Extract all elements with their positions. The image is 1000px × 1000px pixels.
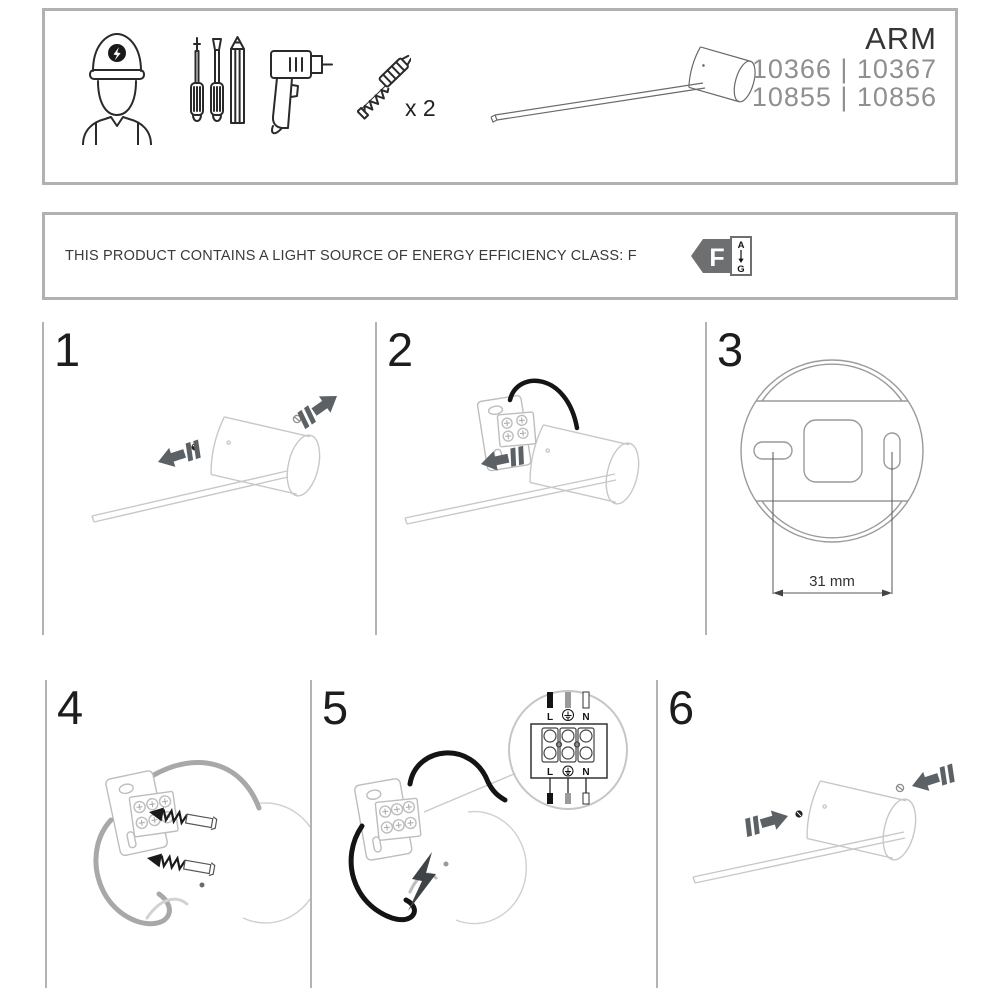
model-numbers-line2: 10855 | 10856 — [751, 82, 937, 113]
step-2-illustration — [377, 322, 705, 635]
wall-canopy-drawing — [243, 803, 310, 923]
step-1-panel — [42, 322, 375, 635]
neutral-label: N — [582, 712, 590, 723]
arm-lamp-drawing — [477, 31, 767, 129]
mounting-plate-drawing — [741, 360, 923, 542]
screw-icon — [896, 784, 903, 791]
step-4-panel — [45, 680, 310, 988]
step-6-panel — [656, 680, 960, 988]
screw-icon — [146, 851, 215, 877]
lamp-head-drawing — [526, 423, 644, 507]
step-5-number: 5 — [322, 681, 349, 734]
arrow-up-right-icon — [294, 388, 342, 430]
step-4-number: 4 — [57, 681, 84, 734]
electrician-icon — [81, 27, 153, 145]
step-5-panel — [310, 680, 656, 988]
wall-plug-screw-icon — [357, 49, 411, 123]
dimension-label: 31 mm — [809, 573, 855, 590]
header-box — [42, 8, 958, 185]
arrow-left-icon — [909, 763, 958, 796]
step-5-illustration — [312, 680, 656, 988]
drill-icon — [269, 45, 333, 141]
screw-dot — [444, 862, 449, 867]
step-3-panel — [705, 322, 960, 635]
arrow-right-icon — [742, 806, 791, 838]
energy-notice-text: THIS PRODUCT CONTAINS A LIGHT SOURCE OF ENERGY EFFICIENCY CLASS: F — [65, 248, 637, 264]
step-2-panel — [375, 322, 705, 635]
step-2-number: 2 — [387, 323, 414, 376]
model-numbers-line1: 10366 | 10367 — [751, 54, 937, 85]
product-name: ARM — [865, 21, 937, 56]
screwdrivers-pencil-icon — [187, 35, 249, 143]
terminal-block-magnifier — [509, 691, 627, 809]
step-1-illustration — [44, 322, 375, 635]
wire-drawing — [410, 753, 505, 800]
step-3-illustration — [707, 322, 960, 635]
live-label: L — [546, 767, 554, 778]
step-1-number: 1 — [54, 323, 81, 376]
energy-notice-box — [42, 212, 958, 300]
energy-scale-best: A — [737, 240, 745, 251]
arrow-left-icon — [155, 439, 204, 472]
mounting-bracket-drawing — [354, 776, 426, 861]
energy-label-icon — [691, 236, 753, 278]
step-4-illustration — [47, 680, 310, 988]
step-6-illustration — [658, 680, 960, 988]
energy-scale-worst: G — [737, 264, 745, 275]
neutral-label: N — [582, 767, 590, 778]
live-label: L — [546, 712, 554, 723]
lightning-bolt-icon — [408, 852, 436, 911]
screw-icon — [795, 810, 802, 817]
step-3-number: 3 — [717, 323, 744, 376]
screw-dot — [200, 883, 205, 888]
wall-plug-quantity-label: x 2 — [405, 95, 436, 121]
product-title-block — [752, 23, 937, 111]
step-6-number: 6 — [668, 681, 695, 734]
magnifier-callout-line — [424, 774, 514, 812]
wall-canopy-drawing — [456, 812, 526, 924]
energy-class-letter: F — [709, 244, 725, 272]
